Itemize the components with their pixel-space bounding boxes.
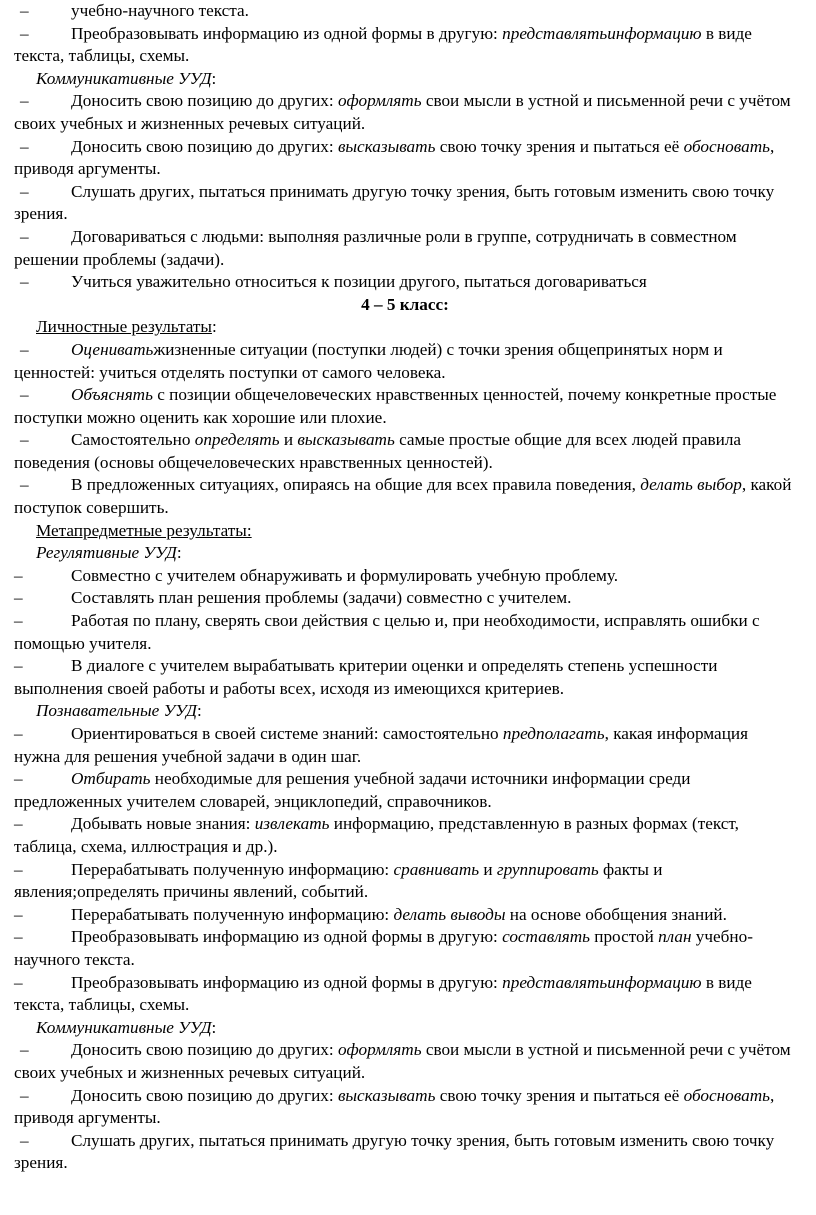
emphasis-text: высказывать: [297, 430, 395, 450]
subsection-label: [14, 68, 796, 91]
dash-bullet: –: [14, 588, 23, 608]
paragraph-text: Учиться уважительно относиться к позиции другого, пытаться договариваться: [71, 272, 647, 292]
dash-bullet: –: [20, 181, 29, 201]
paragraph-text: учебно-научного текста.: [14, 927, 753, 969]
list-item: [14, 859, 796, 904]
paragraph-text: Работая по плану, сверять свои действия с целью и, при необходимости, исправлять ошибки с помощью учителя.: [14, 611, 760, 653]
dash-bullet: –: [20, 430, 29, 450]
emphasis-text: группировать: [496, 859, 599, 879]
subsection-label: [14, 542, 796, 565]
paragraph-text: самые простые общие для всех людей правила поведения (основы общечеловеческих нравственных ценностей).: [14, 430, 742, 472]
results-heading: [14, 316, 796, 339]
paragraph-text: Преобразовывать информацию из одной формы в другую:: [71, 972, 503, 992]
dash-bullet: –: [14, 611, 23, 631]
paragraph-text: свои мысли в устной и письменной речи с учётом своих учебных и жизненных речевых ситуаций.: [14, 91, 791, 133]
dash-bullet: –: [14, 769, 23, 789]
emphasis-text: высказывать: [337, 136, 436, 156]
dash-bullet: –: [20, 1040, 29, 1060]
paragraph-text: и: [479, 859, 497, 879]
emphasis-text: Коммуникативные УУД: [36, 68, 212, 88]
paragraph-text: Преобразовывать информацию из одной формы в другую:: [71, 23, 503, 43]
results-heading: [14, 520, 796, 543]
paragraph-text: жизненные ситуации (поступки людей) с точки зрения общепринятых норм и ценностей: учиться отделять поступки от самого человека.: [14, 339, 723, 382]
emphasis-text: оформлять: [337, 91, 422, 111]
dash-bullet: –: [14, 972, 23, 992]
list-item: [14, 904, 796, 927]
paragraph-text: :: [176, 543, 182, 563]
paragraph-text: факты и явления;определять причины явлений, событий.: [14, 859, 663, 902]
emphasis-text: Отбирать: [71, 769, 151, 789]
list-item: [14, 23, 796, 68]
list-item: [14, 339, 796, 384]
emphasis-text: план: [658, 927, 692, 947]
paragraph-text: Доносить свою позицию до других:: [71, 136, 338, 156]
paragraph-text: В предложенных ситуациях, опираясь на общие для всех правила поведения,: [71, 475, 641, 495]
paragraph-text: Доносить свою позицию до других:: [71, 91, 338, 111]
emphasis-text: делать выбор: [640, 475, 742, 495]
list-item: [14, 429, 796, 474]
list-item: [14, 271, 796, 294]
list-item: [14, 1085, 796, 1130]
paragraph-text: Перерабатывать полученную информацию:: [71, 904, 394, 924]
dash-bullet: –: [20, 136, 29, 156]
dash-bullet: –: [14, 927, 23, 947]
subsection-label: [14, 700, 796, 723]
paragraph-text: с позиции общечеловеческих нравственных ценностей, почему конкретные простые поступки можно оценить как хорошие или плохие.: [14, 385, 777, 427]
paragraph-text: :: [196, 701, 202, 721]
dash-bullet: –: [14, 814, 23, 834]
dash-bullet: –: [14, 724, 23, 743]
dash-bullet: –: [20, 385, 29, 405]
paragraph-text: , приводя аргументы.: [14, 136, 775, 179]
paragraph-text: Самостоятельно: [71, 430, 195, 450]
dash-bullet: –: [14, 904, 23, 924]
list-item: [14, 1039, 796, 1084]
emphasis-text: Коммуникативные УУД: [36, 1017, 212, 1037]
paragraph-text: свою точку зрения и пытаться её: [435, 1085, 684, 1105]
list-item: [14, 972, 796, 1017]
paragraph-text: Слушать других, пытаться принимать другую точку зрения, быть готовым изменить свою точку зрения.: [14, 181, 775, 224]
list-item: [14, 610, 796, 655]
list-item: [14, 136, 796, 181]
dash-bullet: –: [20, 23, 29, 43]
paragraph-text: Слушать других, пытаться принимать другую точку зрения, быть готовым изменить свою точку зрения.: [14, 1130, 775, 1173]
list-item: [14, 723, 796, 768]
emphasis-text: представлятьинформацию: [502, 23, 702, 43]
paragraph-text: Добывать новые знания:: [71, 814, 255, 834]
paragraph-text: информацию, представленную в разных формах (текст, таблица, схема, иллюстрация и др.).: [14, 814, 739, 856]
list-item: [14, 565, 796, 588]
emphasis-text: Познавательные УУД: [36, 701, 197, 721]
emphasis-text: составлять: [502, 927, 590, 947]
paragraph-text: , какой поступок совершить.: [14, 475, 792, 518]
dash-bullet: –: [14, 859, 23, 879]
paragraph-text: Доносить свою позицию до других:: [71, 1085, 338, 1105]
emphasis-text: Оценивать: [71, 339, 154, 359]
list-item: [14, 587, 796, 610]
subsection-label: [14, 1017, 796, 1040]
emphasis-text: предполагать: [502, 724, 605, 743]
paragraph-text: Доносить свою позицию до других:: [71, 1040, 338, 1060]
dash-bullet: –: [20, 1, 29, 20]
list-item: [14, 926, 796, 971]
paragraph-text: Ориентироваться в своей системе знаний: самостоятельно: [71, 724, 503, 743]
list-item: [14, 181, 796, 226]
paragraph-text: свою точку зрения и пытаться её: [435, 136, 684, 156]
section-heading: [14, 294, 796, 317]
paragraph-text: В диалоге с учителем вырабатывать критерии оценки и определять степень успешности выполнения своей работы и работы всех, исходя из имеющихся критериев.: [14, 656, 718, 698]
emphasis-text: Объяснять: [71, 385, 153, 405]
dash-bullet: –: [20, 339, 29, 359]
emphasis-text: делать выводы: [393, 904, 506, 924]
paragraph-text: в виде текста, таблицы, схемы.: [14, 972, 752, 1015]
emphasis-text: определять: [194, 430, 280, 450]
dash-bullet: –: [20, 91, 29, 111]
paragraph-text: свои мысли в устной и письменной речи с учётом своих учебных и жизненных речевых ситуаций.: [14, 1040, 791, 1082]
emphasis-text: извлекать: [254, 814, 330, 834]
list-item: [14, 813, 796, 858]
dash-bullet: –: [20, 272, 29, 292]
paragraph-text: и: [279, 430, 298, 450]
list-item: [14, 1130, 796, 1175]
underlined-text: Метапредметные результаты:: [36, 520, 252, 540]
emphasis-text: представлятьинформацию: [502, 972, 702, 992]
list-item: [14, 90, 796, 135]
paragraph-text: простой: [589, 927, 659, 947]
paragraph-text: необходимые для решения учебной задачи источники информации среди предложенных учителем словарей, энциклопедий, справочников.: [14, 769, 691, 811]
dash-bullet: –: [20, 1130, 29, 1150]
dash-bullet: –: [14, 565, 23, 585]
paragraph-text: 4 – 5 класс:: [361, 294, 449, 314]
paragraph-text: Совместно с учителем обнаруживать и формулировать учебную проблему.: [71, 565, 619, 585]
dash-bullet: –: [14, 656, 23, 676]
paragraph-text: Составлять план решения проблемы (задачи) совместно с учителем.: [71, 588, 572, 608]
emphasis-text: сравнивать: [393, 859, 480, 879]
emphasis-text: обосновать: [683, 136, 770, 156]
paragraph-text: :: [211, 317, 217, 337]
emphasis-text: оформлять: [337, 1040, 422, 1060]
paragraph-text: , приводя аргументы.: [14, 1085, 775, 1128]
paragraph-text: :: [211, 68, 217, 88]
paragraph-text: в виде текста, таблицы, схемы.: [14, 23, 752, 66]
paragraph-text: на основе обобщения знаний.: [505, 904, 727, 924]
emphasis-text: обосновать: [683, 1085, 770, 1105]
paragraph-text: Преобразовывать информацию из одной формы в другую:: [71, 927, 503, 947]
list-item: [14, 655, 796, 700]
paragraph-text: :: [211, 1017, 217, 1037]
dash-bullet: –: [20, 475, 29, 495]
paragraph-text: Договариваться с людьми: выполняя различные роли в группе, сотрудничать в совместном решении проблемы (задачи).: [14, 226, 737, 269]
paragraph-text: учебно-научного текста.: [71, 1, 249, 20]
dash-bullet: –: [20, 1085, 29, 1105]
list-item: [14, 474, 796, 519]
paragraph-text: , какая информация нужна для решения учебной задачи в один шаг.: [14, 724, 748, 766]
list-item: [14, 0, 796, 23]
paragraph-text: Перерабатывать полученную информацию:: [71, 859, 394, 879]
list-item: [14, 768, 796, 813]
emphasis-text: высказывать: [337, 1085, 436, 1105]
list-item: [14, 384, 796, 429]
dash-bullet: –: [20, 226, 29, 246]
emphasis-text: Регулятивные УУД: [36, 543, 177, 563]
underlined-text: Личностные результаты: [36, 317, 212, 337]
list-item: [14, 226, 796, 271]
